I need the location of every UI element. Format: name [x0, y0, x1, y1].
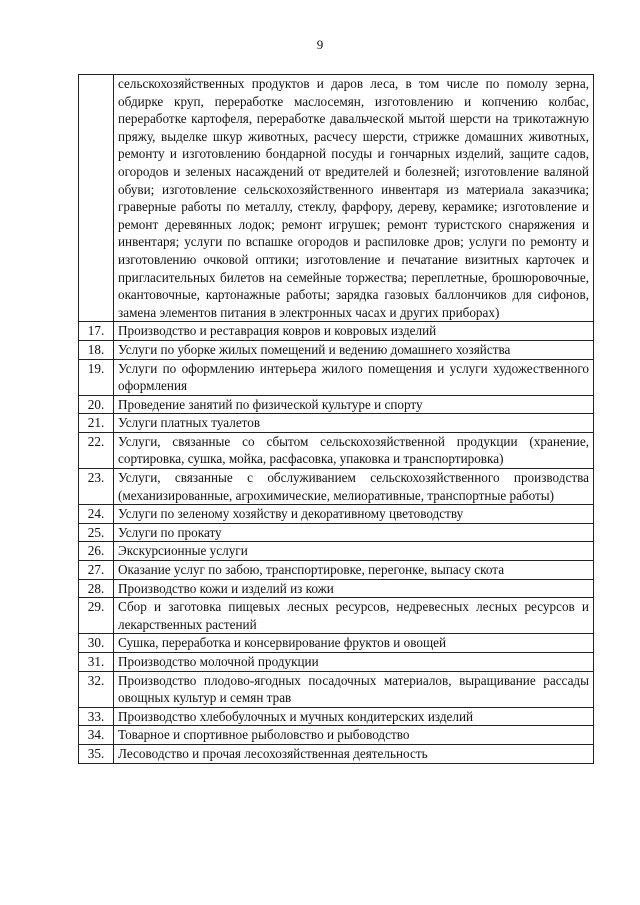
table-row: [79, 744, 594, 763]
table-row: [79, 359, 594, 395]
row-text: Услуги платных туалетов: [114, 414, 594, 433]
row-text: Услуги по уборке жилых помещений и ведению домашнего хозяйства: [114, 340, 594, 359]
row-text: Сушка, переработка и консервирование фруктов и овощей: [114, 634, 594, 653]
row-number: 28.: [79, 579, 114, 598]
table-row: [79, 75, 594, 322]
row-number: 17.: [79, 322, 114, 341]
row-number: 32.: [79, 671, 114, 707]
table-row: [79, 726, 594, 745]
row-number: 21.: [79, 414, 114, 433]
row-text: Производство молочной продукции: [114, 653, 594, 672]
row-number: 34.: [79, 726, 114, 745]
table-row: [79, 523, 594, 542]
row-number: [79, 75, 114, 322]
row-number: 20.: [79, 395, 114, 414]
row-text: Производство кожи и изделий из кожи: [114, 579, 594, 598]
table-row: [79, 432, 594, 468]
table-row: [79, 634, 594, 653]
table-row: [79, 671, 594, 707]
row-text: Лесоводство и прочая лесохозяйственная деятельность: [114, 744, 594, 763]
row-number: 29.: [79, 598, 114, 634]
row-text: Услуги, связанные со сбытом сельскохозяйственной продукции (хранение, сортировка, сушка, мойка, расфасовка, упаковка и транспортировка): [114, 432, 594, 468]
row-number: 24.: [79, 505, 114, 524]
table-row: [79, 542, 594, 561]
services-table: [78, 74, 594, 764]
table-row: [79, 414, 594, 433]
row-text: Услуги по прокату: [114, 523, 594, 542]
row-number: 18.: [79, 340, 114, 359]
row-text: Производство плодово-ягодных посадочных материалов, выращивание рассады овощных культур и семян трав: [114, 671, 594, 707]
row-text: Товарное и спортивное рыболовство и рыбоводство: [114, 726, 594, 745]
table-row: [79, 469, 594, 505]
services-table-body: [79, 75, 594, 764]
row-text: Сбор и заготовка пищевых лесных ресурсов, недревесных лесных ресурсов и лекарственных растений: [114, 598, 594, 634]
table-row: [79, 561, 594, 580]
row-text: Экскурсионные услуги: [114, 542, 594, 561]
row-number: 23.: [79, 469, 114, 505]
row-text: Проведение занятий по физической культуре и спорту: [114, 395, 594, 414]
row-text: Услуги по оформлению интерьера жилого помещения и услуги художественного оформления: [114, 359, 594, 395]
row-text: Оказание услуг по забою, транспортировке, перегонке, выпасу скота: [114, 561, 594, 580]
table-row: [79, 340, 594, 359]
row-text: сельскохозяйственных продуктов и даров леса, в том числе по помолу зерна, обдирке круп, переработке маслосемян, изготовлению и копчению колбас, переработке картофеля, переработке давальческой мытой шерсти на трикотажную пряжу, выделке шкур животных, расчесу шерсти, стрижке домашних животных, ремонту и изготовлению бондарной посуды и гончарных изделий, защите садов, огородов и зеленых насаждений от вредителей и болезней; изготовление валяной обуви; изготовление сельскохозяйственного инвентаря из материала заказчика; граверные работы по металлу, стеклу, фарфору, дереву, керамике; изготовление и ремонт деревянных лодок; ремонт игрушек; ремонт туристского снаряжения и инвентаря; услуги по вспашке огородов и распиловке дров; услуги по ремонту и изготовлению очковой оптики; изготовление и печатание визитных карточек и пригласительных билетов на семейные торжества; переплетные, брошюровочные, окантовочные, картонажные работы; зарядка газовых баллончиков для сифонов, замена элементов питания в электронных часах и других приборах): [114, 75, 594, 322]
row-number: 35.: [79, 744, 114, 763]
row-text: Услуги по зеленому хозяйству и декоративному цветоводству: [114, 505, 594, 524]
table-row: [79, 505, 594, 524]
table-row: [79, 322, 594, 341]
table-row: [79, 653, 594, 672]
table-row: [79, 707, 594, 726]
row-number: 19.: [79, 359, 114, 395]
table-row: [79, 598, 594, 634]
table-row: [79, 395, 594, 414]
row-text: Производство хлебобулочных и мучных кондитерских изделий: [114, 707, 594, 726]
page-number: 9: [316, 37, 324, 52]
row-number: 26.: [79, 542, 114, 561]
table-row: [79, 579, 594, 598]
row-number: 33.: [79, 707, 114, 726]
row-number: 27.: [79, 561, 114, 580]
row-text: Производство и реставрация ковров и ковровых изделий: [114, 322, 594, 341]
row-text: Услуги, связанные с обслуживанием сельскохозяйственного производства (механизированные, агрохимические, мелиоративные, транспортные работы): [114, 469, 594, 505]
row-number: 25.: [79, 523, 114, 542]
row-number: 22.: [79, 432, 114, 468]
row-number: 31.: [79, 653, 114, 672]
row-number: 30.: [79, 634, 114, 653]
